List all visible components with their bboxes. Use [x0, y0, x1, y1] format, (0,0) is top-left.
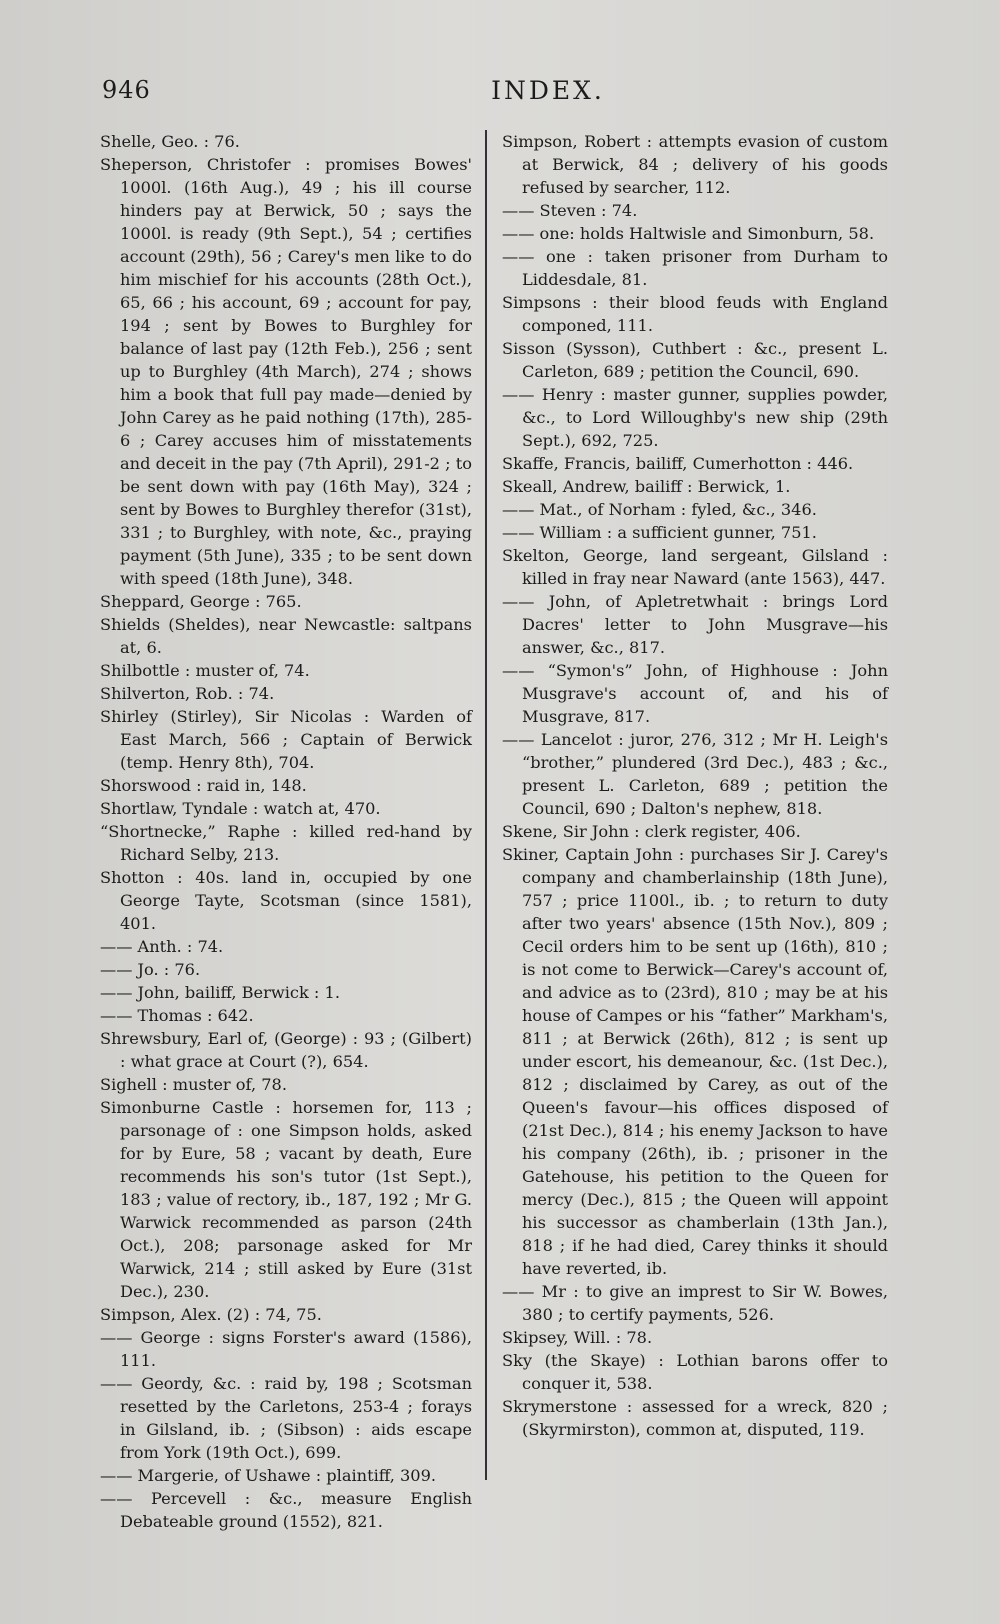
- page-header: [98, 76, 978, 116]
- index-subentry: —— Jo. : 76.: [100, 960, 201, 979]
- index-subentry: —— “Symon's” John, of Highhouse : John Musgrave's account of, and his of Musgrave, 817.: [502, 661, 888, 726]
- index-subentry: —— George : signs Forster's award (1586), 111.: [100, 1328, 472, 1370]
- index-column-right: [502, 130, 888, 1441]
- index-subentry: —— John, bailiff, Berwick : 1.: [100, 983, 340, 1002]
- index-subentry: —— Percevell : &c., measure English Debateable ground (1552), 821.: [100, 1489, 472, 1531]
- index-entry: Simpsons : their blood feuds with England componed, 111.: [502, 293, 888, 335]
- index-subentry: —— Mat., of Norham : fyled, &c., 346.: [502, 500, 817, 519]
- index-entry: Simpson, Alex. (2) : 74, 75.: [100, 1305, 322, 1324]
- index-entry: “Shortnecke,” Raphe : killed red-hand by Richard Selby, 213.: [100, 822, 472, 864]
- index-entry: Skrymerstone : assessed for a wreck, 820 ; (Skyrmirston), common at, disputed, 119.: [502, 1397, 888, 1439]
- index-entry: Sheperson, Christofer : promises Bowes' 1000l. (16th Aug.), 49 ; his ill course hinders pay at Berwick, 50 ; says the 1000l. is ready (9th Sept.), 54 ; certifies account (29th), 56 ; Carey's men like to do him mischief for his accounts (28th Oct.), 65, 66 ; his account, 69 ; account for pay, 194 ; sent by Bowes to Burghley for balance of last pay (12th Feb.), 256 ; sent up to Burghley (4th March), 274 ; shows him a book that full pay made—denied by John Carey as he paid nothing (17th), 285-6 ; Carey accuses him of misstatements and deceit in the pay (7th April), 291-2 ; to be sent down with pay (16th May), 324 ; sent by Bowes to Burghley therefor (31st), 331 ; to Burghley, with note, &c., praying payment (5th June), 335 ; to be sent down with speed (18th June), 348.: [100, 155, 472, 588]
- index-entry: Shorswood : raid in, 148.: [100, 776, 307, 795]
- column-divider: [485, 130, 487, 1480]
- index-entry: Skene, Sir John : clerk register, 406.: [502, 822, 801, 841]
- index-subentry: —— Steven : 74.: [502, 201, 638, 220]
- index-entry: Shrewsbury, Earl of, (George) : 93 ; (Gilbert) : what grace at Court (?), 654.: [100, 1029, 472, 1071]
- index-entry: Skaffe, Francis, bailiff, Cumerhotton : 446.: [502, 454, 854, 473]
- index-subentry: —— Henry : master gunner, supplies powder, &c., to Lord Willoughby's new ship (29th Sept.), 692, 725.: [502, 385, 888, 450]
- index-entry: Simonburne Castle : horsemen for, 113 ; parsonage of : one Simpson holds, asked for by Eure, 58 ; vacant by death, Eure recommends his son's tutor (1st Sept.), 183 ; value of rectory, ib., 187, 192 ; Mr G. Warwick recommended as parson (24th Oct.), 208; parsonage asked for Mr Warwick, 214 ; still asked by Eure (31st Dec.), 230.: [100, 1098, 472, 1301]
- index-subentry: —— one : taken prisoner from Durham to Liddesdale, 81.: [502, 247, 888, 289]
- index-entry: Shirley (Stirley), Sir Nicolas : Warden of East March, 566 ; Captain of Berwick (temp. Henry 8th), 704.: [100, 707, 472, 772]
- index-entry: Shelle, Geo. : 76.: [100, 132, 240, 151]
- index-subentry: —— Geordy, &c. : raid by, 198 ; Scotsman resetted by the Carletons, 253-4 ; forays in Gilsland, ib. ; (Sibson) : aids escape from York (19th Oct.), 699.: [100, 1374, 472, 1462]
- index-subentry: —— Mr : to give an imprest to Sir W. Bowes, 380 ; to certify payments, 526.: [502, 1282, 888, 1324]
- index-subentry: —— William : a sufficient gunner, 751.: [502, 523, 817, 542]
- index-entry: Shilbottle : muster of, 74.: [100, 661, 310, 680]
- index-column-left: [100, 130, 472, 1533]
- index-entry: Shortlaw, Tyndale : watch at, 470.: [100, 799, 381, 818]
- index-entry: Skipsey, Will. : 78.: [502, 1328, 653, 1347]
- index-subentry: —— one: holds Haltwisle and Simonburn, 58.: [502, 224, 875, 243]
- running-title: INDEX.: [491, 76, 605, 105]
- index-entry: Sisson (Sysson), Cuthbert : &c., present L. Carleton, 689 ; petition the Council, 690.: [502, 339, 888, 381]
- index-subentry: —— John, of Apletretwhait : brings Lord Dacres' letter to John Musgrave—his answer, &c., 817.: [502, 592, 888, 657]
- index-entry: Skiner, Captain John : purchases Sir J. Carey's company and chamberlainship (18th June), 757 ; price 1100l., ib. ; to return to duty after two years' absence (15th Nov.), 809 ; Cecil orders him to be sent up (16th), 810 ; is not come to Berwick—Carey's account of, and advice as to (23rd), 810 ; may be at his house of Campes or his “father” Markham's, 811 ; at Berwick (26th), 812 ; is sent up under escort, his demeanour, &c. (1st Dec.), 812 ; disclaimed by Carey, as out of the Queen's favour—his offices disposed of (21st Dec.), 814 ; his enemy Jackson to have his company (26th), ib. ; prisoner in the Gatehouse, his petition to the Queen for mercy (Dec.), 815 ; the Queen will appoint his successor as chamberlain (13th Jan.), 818 ; if he had died, Carey thinks it should have reverted, ib.: [502, 845, 888, 1278]
- index-entry: Sighell : muster of, 78.: [100, 1075, 287, 1094]
- index-entry: Shilverton, Rob. : 74.: [100, 684, 275, 703]
- index-subentry: —— Anth. : 74.: [100, 937, 224, 956]
- index-entry: Shields (Sheldes), near Newcastle: saltpans at, 6.: [100, 615, 472, 657]
- index-entry: Skelton, George, land sergeant, Gilsland : killed in fray near Naward (ante 1563), 447.: [502, 546, 888, 588]
- page-number: 946: [102, 76, 151, 104]
- index-subentry: —— Lancelot : juror, 276, 312 ; Mr H. Leigh's “brother,” plundered (3rd Dec.), 483 ; &c., present L. Carleton, 689 ; petition the Council, 690 ; Dalton's nephew, 818.: [502, 730, 888, 818]
- index-entry: Simpson, Robert : attempts evasion of custom at Berwick, 84 ; delivery of his goods refused by searcher, 112.: [502, 132, 888, 197]
- index-subentry: —— Thomas : 642.: [100, 1006, 254, 1025]
- index-entry: Skeall, Andrew, bailiff : Berwick, 1.: [502, 477, 791, 496]
- index-entry: Shotton : 40s. land in, occupied by one George Tayte, Scotsman (since 1581), 401.: [100, 868, 472, 933]
- index-subentry: —— Margerie, of Ushawe : plaintiff, 309.: [100, 1466, 437, 1485]
- index-entry: Sheppard, George : 765.: [100, 592, 302, 611]
- index-entry: Sky (the Skaye) : Lothian barons offer to conquer it, 538.: [502, 1351, 888, 1393]
